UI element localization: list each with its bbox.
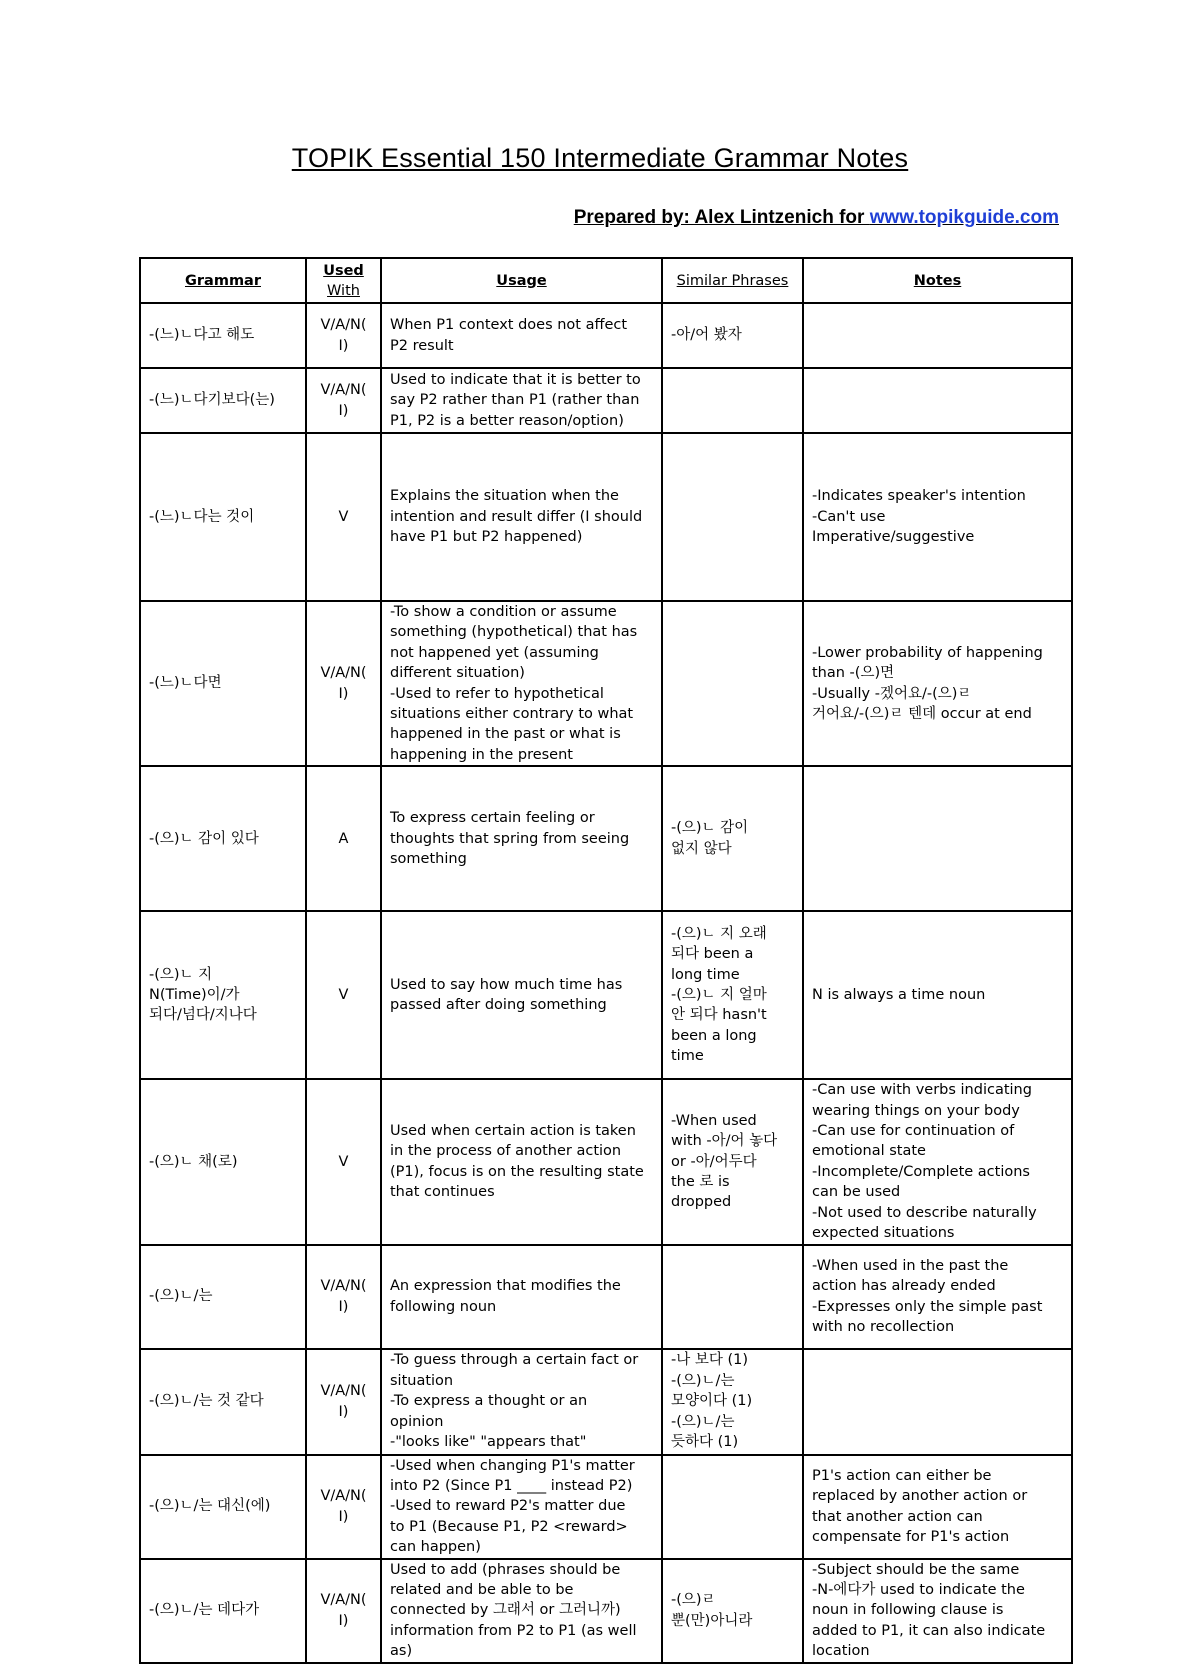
cell-similar-phrases	[662, 911, 803, 1079]
cell-notes	[803, 303, 1072, 368]
cell-notes	[803, 911, 1072, 1079]
cell-similar-phrases	[662, 433, 803, 601]
cell-line: -(으)ㄴ 감이 있다	[149, 830, 259, 847]
cell-used-with	[306, 601, 381, 766]
cell-used-with	[306, 911, 381, 1079]
cell-line: have P1 but P2 happened)	[390, 529, 583, 546]
table-row	[140, 303, 1072, 368]
cell-line: different situation)	[390, 665, 525, 682]
cell-line: -Used to reward P2's matter due	[390, 1498, 626, 1515]
cell-line: 뿐(만)아니라	[671, 1612, 753, 1629]
cell-used-with	[306, 766, 381, 911]
cell-used-with	[306, 1245, 381, 1349]
cell-line: V/A/N(	[320, 382, 367, 399]
cell-similar-phrases	[662, 1559, 803, 1663]
cell-line: -(으)ㄴ 채(로)	[149, 1153, 238, 1170]
cell-line: emotional state	[812, 1143, 926, 1160]
cell-line: -Can't use	[812, 508, 886, 525]
cell-grammar	[140, 766, 306, 911]
cell-line: To express certain feeling or	[390, 810, 595, 827]
cell-notes	[803, 1455, 1072, 1559]
cell-line: situations either contrary to what	[390, 706, 634, 723]
cell-usage	[381, 368, 662, 433]
cell-similar-phrases	[662, 368, 803, 433]
table-row	[140, 911, 1072, 1079]
cell-line: noun in following clause is	[812, 1602, 1004, 1619]
cell-notes	[803, 368, 1072, 433]
cell-line: thoughts that spring from seeing	[390, 830, 630, 847]
cell-notes	[803, 433, 1072, 601]
cell-line: V/A/N(	[320, 1488, 367, 1505]
cell-line: -(으)ㄴ/는 대신(에)	[149, 1498, 271, 1515]
table-row	[140, 766, 1072, 911]
header-grammar: Grammar	[140, 258, 306, 303]
header-used-with: Used With	[306, 258, 381, 303]
cell-grammar	[140, 1079, 306, 1244]
cell-line: that continues	[390, 1184, 495, 1201]
cell-line: V/A/N(	[320, 1592, 367, 1609]
cell-line: -아/어 봤자	[671, 327, 742, 344]
cell-line: happened in the past or what is	[390, 726, 621, 743]
cell-line: the 로 is	[671, 1174, 730, 1191]
cell-line: V/A/N(	[320, 1278, 367, 1295]
cell-notes	[803, 766, 1072, 911]
cell-notes	[803, 1079, 1072, 1244]
cell-line: V	[338, 1153, 349, 1170]
cell-line: I)	[338, 337, 349, 354]
cell-used-with	[306, 1455, 381, 1559]
cell-usage	[381, 1349, 662, 1455]
table-header-row	[140, 258, 1072, 303]
cell-line: P2 result	[390, 337, 454, 354]
cell-grammar	[140, 911, 306, 1079]
cell-line: 되다/넘다/지나다	[149, 1007, 257, 1024]
cell-line: -Expresses only the simple past	[812, 1298, 1043, 1315]
cell-line: I)	[338, 1403, 349, 1420]
cell-line: I)	[338, 1508, 349, 1525]
cell-line: -N-에다가 used to indicate the	[812, 1581, 1025, 1598]
cell-line: opinion	[390, 1413, 444, 1430]
prepared-by	[574, 207, 1059, 229]
cell-grammar	[140, 601, 306, 766]
cell-line: -Can use for continuation of	[812, 1123, 1015, 1140]
table-row	[140, 601, 1072, 766]
cell-line: Explains the situation when the	[390, 488, 619, 505]
cell-line: wearing things on your body	[812, 1102, 1020, 1119]
cell-line: I)	[338, 1612, 349, 1629]
cell-line: or -아/어두다	[671, 1153, 757, 1170]
cell-line: not happened yet (assuming	[390, 644, 599, 661]
cell-used-with	[306, 368, 381, 433]
cell-line: P1's action can either be	[812, 1467, 992, 1484]
cell-line: 되다 been a	[671, 946, 754, 963]
header-usage: Usage	[381, 258, 662, 303]
cell-notes	[803, 1349, 1072, 1455]
cell-notes	[803, 601, 1072, 766]
cell-usage	[381, 1559, 662, 1663]
cell-similar-phrases	[662, 766, 803, 911]
cell-line: -Used when changing P1's matter	[390, 1457, 635, 1474]
cell-grammar	[140, 1559, 306, 1663]
cell-line: -(으)ㄹ	[671, 1592, 716, 1609]
prepared-by-text: Prepared by: Alex Lintzenich for	[573, 207, 870, 228]
cell-line: 안 되다 hasn't	[671, 1007, 767, 1024]
cell-grammar	[140, 1349, 306, 1455]
cell-line: expected situations	[812, 1225, 955, 1242]
cell-line: action has already ended	[812, 1278, 996, 1295]
cell-grammar	[140, 368, 306, 433]
cell-similar-phrases	[662, 1245, 803, 1349]
cell-line: information from P2 to P1 (as well	[390, 1622, 637, 1639]
cell-line: dropped	[671, 1194, 732, 1211]
cell-usage	[381, 601, 662, 766]
cell-line: -When used	[671, 1112, 757, 1129]
cell-line: to P1 (Because P1, P2 <reward>	[390, 1518, 628, 1535]
cell-line: been a long	[671, 1027, 757, 1044]
header-similar-phrases: Similar Phrases	[662, 258, 803, 303]
cell-line: -(으)ㄴ 지 얼마	[671, 987, 767, 1004]
cell-line: as)	[390, 1643, 413, 1660]
table-row	[140, 1245, 1072, 1349]
cell-usage	[381, 1455, 662, 1559]
page-title: TOPIK Essential 150 Intermediate Grammar Notes	[291, 143, 909, 173]
cell-notes	[803, 1559, 1072, 1663]
cell-line: following noun	[390, 1298, 497, 1315]
cell-line: 없지 않다	[671, 840, 732, 857]
cell-usage	[381, 911, 662, 1079]
cell-line: location	[812, 1643, 870, 1660]
cell-line: -To express a thought or an	[390, 1393, 588, 1410]
cell-grammar	[140, 433, 306, 601]
cell-line: -(으)ㄴ/는 데다가	[149, 1602, 260, 1619]
cell-line: 거어요/-(으)ㄹ 텐데 occur at end	[812, 706, 1032, 723]
table-row	[140, 1349, 1072, 1455]
cell-line: related and be able to be	[390, 1581, 574, 1598]
cell-line: -Used to refer to hypothetical	[390, 685, 604, 702]
cell-line: V/A/N(	[320, 317, 367, 334]
table-row	[140, 433, 1072, 601]
cell-line: something (hypothetical) that has	[390, 624, 638, 641]
header-notes: Notes	[803, 258, 1072, 303]
cell-line: can be used	[812, 1184, 901, 1201]
cell-line: Imperative/suggestive	[812, 529, 975, 546]
cell-line: When P1 context does not affect	[390, 317, 628, 334]
cell-similar-phrases	[662, 601, 803, 766]
cell-line: Used to add (phrases should be	[390, 1561, 621, 1578]
cell-usage	[381, 1079, 662, 1244]
cell-line: P1, P2 is a better reason/option)	[390, 412, 624, 429]
cell-line: long time	[671, 966, 740, 983]
cell-line: -(느)ㄴ다기보다(는)	[149, 392, 275, 409]
cell-line: N is always a time noun	[812, 987, 986, 1004]
cell-line: say P2 rather than P1 (rather than	[390, 392, 640, 409]
cell-line: -(으)ㄴ/는 것 같다	[149, 1393, 264, 1410]
cell-line: I)	[338, 1298, 349, 1315]
cell-line: time	[671, 1048, 704, 1065]
cell-line: can happen)	[390, 1539, 481, 1556]
cell-line: -"looks like" "appears that"	[390, 1434, 587, 1451]
cell-line: Used to say how much time has	[390, 976, 623, 993]
cell-line: V	[338, 508, 349, 525]
cell-usage	[381, 433, 662, 601]
cell-similar-phrases	[662, 1349, 803, 1455]
cell-line: -(으)ㄴ 지 오래	[671, 925, 767, 942]
cell-line: A	[338, 830, 349, 847]
cell-line: -(으)ㄴ/는	[671, 1372, 735, 1389]
cell-used-with	[306, 303, 381, 368]
grammar-table	[139, 257, 1073, 1664]
cell-line: -Subject should be the same	[812, 1561, 1020, 1578]
cell-line: V/A/N(	[320, 665, 367, 682]
cell-used-with	[306, 1079, 381, 1244]
topikguide-link[interactable]: www.topikguide.com	[869, 207, 1059, 228]
cell-line: replaced by another action or	[812, 1488, 1028, 1505]
cell-line: -(느)ㄴ다면	[149, 675, 222, 692]
cell-line: I)	[338, 685, 349, 702]
cell-line: with -아/어 놓다	[671, 1133, 778, 1150]
cell-line: -Usually -겠어요/-(으)ㄹ	[812, 685, 972, 702]
cell-line: -(으)ㄴ 감이	[671, 820, 749, 837]
cell-line: V/A/N(	[320, 1383, 367, 1400]
cell-line: Used when certain action is taken	[390, 1123, 636, 1140]
cell-line: -Not used to describe naturally	[812, 1204, 1037, 1221]
cell-line: -Can use with verbs indicating	[812, 1082, 1032, 1099]
cell-line: something	[390, 850, 467, 867]
cell-line: added to P1, it can also indicate	[812, 1622, 1046, 1639]
cell-usage	[381, 766, 662, 911]
cell-line: compensate for P1's action	[812, 1528, 1010, 1545]
cell-line: -To show a condition or assume	[390, 604, 617, 620]
cell-line: -(으)ㄴ/는	[671, 1413, 735, 1430]
cell-line: in the process of another action	[390, 1143, 622, 1160]
cell-line: -(으)ㄴ 지	[149, 966, 213, 983]
cell-similar-phrases	[662, 1079, 803, 1244]
cell-line: -To guess through a certain fact or	[390, 1352, 639, 1369]
cell-line: I)	[338, 402, 349, 419]
cell-line: (P1), focus is on the resulting state	[390, 1163, 644, 1180]
cell-line: -(으)ㄴ/는	[149, 1288, 213, 1305]
cell-line: -Indicates speaker's intention	[812, 488, 1026, 505]
cell-line: -나 보다 (1)	[671, 1352, 749, 1369]
cell-grammar	[140, 1455, 306, 1559]
cell-similar-phrases	[662, 303, 803, 368]
cell-usage	[381, 1245, 662, 1349]
cell-used-with	[306, 1559, 381, 1663]
cell-notes	[803, 1245, 1072, 1349]
cell-grammar	[140, 303, 306, 368]
cell-line: Used to indicate that it is better to	[390, 371, 641, 388]
cell-line: intention and result differ (I should	[390, 508, 643, 525]
cell-line: with no recollection	[812, 1318, 955, 1335]
cell-line: connected by 그래서 or 그러니까)	[390, 1602, 621, 1619]
cell-line: 듯하다 (1)	[671, 1434, 739, 1451]
cell-usage	[381, 303, 662, 368]
cell-line: situation	[390, 1372, 454, 1389]
cell-line: -(느)ㄴ다는 것이	[149, 508, 255, 525]
cell-line: -(느)ㄴ다고 해도	[149, 327, 255, 344]
cell-used-with	[306, 1349, 381, 1455]
cell-line: -Incomplete/Complete actions	[812, 1163, 1030, 1180]
cell-line: An expression that modifies the	[390, 1278, 621, 1295]
cell-line: happening in the present	[390, 746, 573, 763]
table-row	[140, 368, 1072, 433]
table-row	[140, 1455, 1072, 1559]
table-row	[140, 1559, 1072, 1663]
cell-used-with	[306, 433, 381, 601]
table-row	[140, 1079, 1072, 1244]
cell-line: -When used in the past the	[812, 1257, 1009, 1274]
cell-line: that another action can	[812, 1508, 983, 1525]
cell-line: V	[338, 987, 349, 1004]
cell-line: than -(으)면	[812, 665, 895, 682]
cell-similar-phrases	[662, 1455, 803, 1559]
cell-grammar	[140, 1245, 306, 1349]
cell-line: N(Time)이/가	[149, 987, 240, 1004]
cell-line: passed after doing something	[390, 997, 607, 1014]
cell-line: -Lower probability of happening	[812, 644, 1043, 661]
cell-line: 모양이다 (1)	[671, 1393, 753, 1410]
cell-line: into P2 (Since P1 ____ instead P2)	[390, 1477, 633, 1494]
